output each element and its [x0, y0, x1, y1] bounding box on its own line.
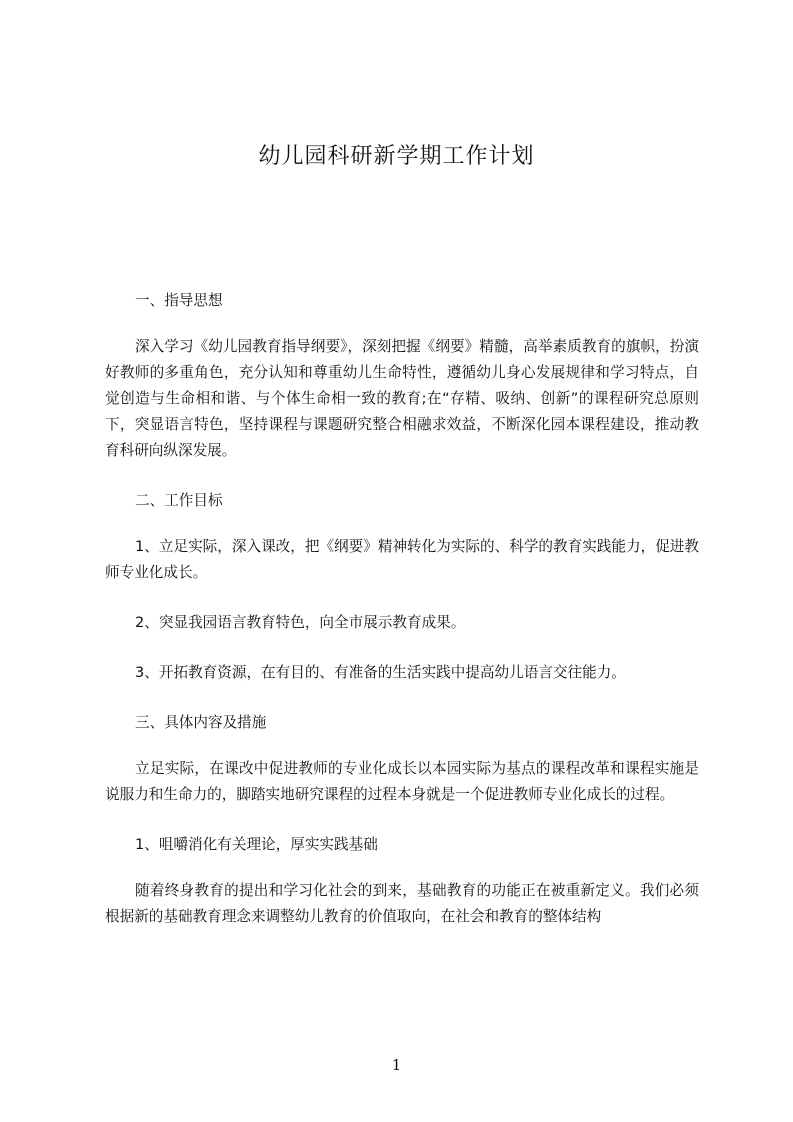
- section-heading-content-measures: 三、具体内容及措施: [135, 714, 267, 731]
- goal-item-3: 3、开拓教育资源，在有目的、有准备的生活实践中提高幼儿语言交往能力。: [135, 664, 626, 681]
- paragraph-content-measures: 立足实际，在课改中促进教师的专业化成长以本园实际为基点的课程改革和课程实施是说服力和生命力的，脚踏实地研究课程的过程本身就是一个促进教师专业化成长的过程。: [105, 760, 699, 803]
- section-heading-work-goals: 二、工作目标: [135, 492, 223, 509]
- goal-item-2: 2、突显我园语言教育特色，向全市展示教育成果。: [135, 614, 466, 631]
- document-body: [105, 288, 699, 930]
- goal-item-1: 1、立足实际，深入课改，把《纲要》精神转化为实际的、科学的教育实践能力，促进教师专业化成长。: [105, 538, 699, 581]
- section-heading-guiding-ideology: 一、指导思想: [135, 292, 223, 309]
- paragraph-lifelong-education: 随着终身教育的提出和学习化社会的到来，基础教育的功能正在被重新定义。我们必须根据新的基础教育理念来调整幼儿教育的价值取向，在社会和教育的整体结构: [105, 882, 699, 925]
- paragraph-guiding-ideology: 深入学习《幼儿园教育指导纲要》，深刻把握《纲要》精髓，高举素质教育的旗帜，扮演好教师的多重角色，充分认知和尊重幼儿生命特性，遵循幼儿身心发展规律和学习特点，自觉创造与生命相和谐、与个体生命相一致的教育;在“存精、吸纳、创新”的课程研究总原则下，突显语言特色，坚持课程与课题研究整合相融求效益，不断深化园本课程建设，推动教育科研向纵深发展。: [105, 338, 699, 459]
- subheading-theory-practice: 1、咀嚼消化有关理论，厚实实践基础: [135, 836, 378, 853]
- document-title: 幼儿园科研新学期工作计划: [258, 144, 535, 169]
- page-number: 1: [391, 1056, 402, 1074]
